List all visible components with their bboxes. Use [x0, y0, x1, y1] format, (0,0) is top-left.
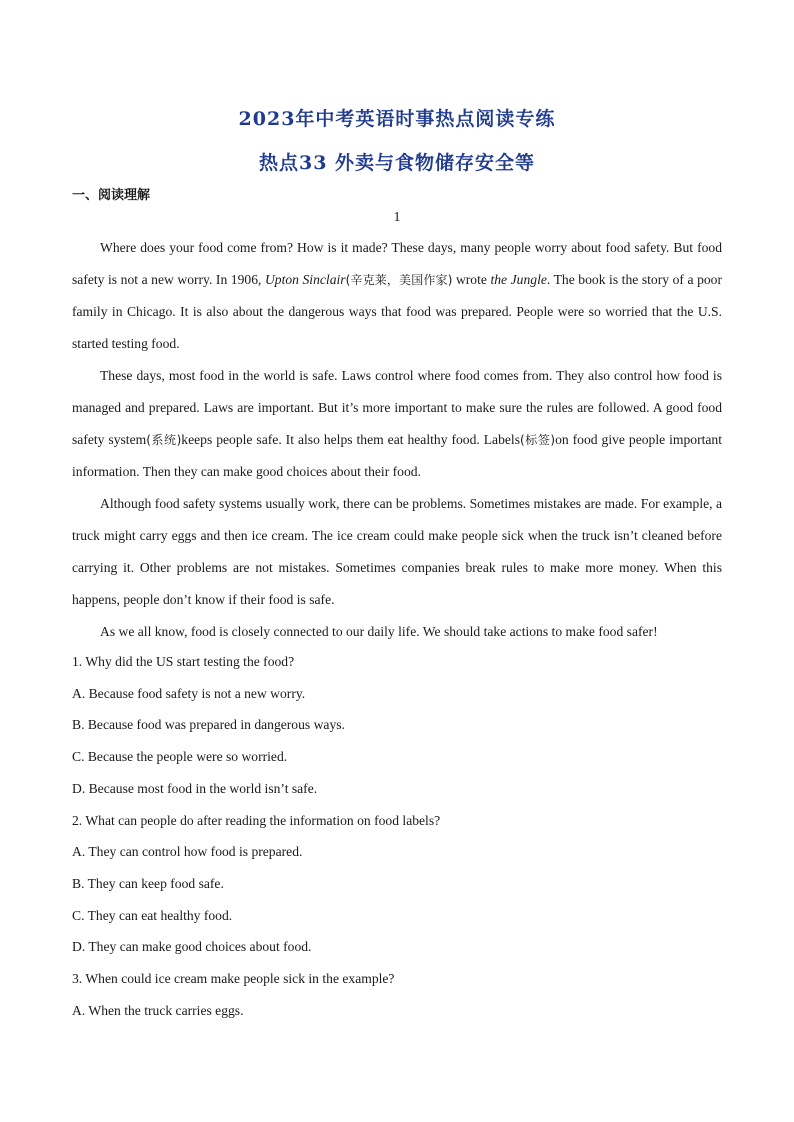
question-stem: 2. What can people do after reading the information on food labels? [72, 812, 441, 828]
question-list [72, 646, 722, 1026]
paragraph-text: Where does your food come from? How is it made? These days, many people worry about food safety. But food safety is not a new worry. In 1906, [72, 240, 722, 287]
answer-option: A. They can control how food is prepared. [72, 844, 303, 860]
passage-paragraph-4: As we all know, food is closely connected to our daily life. We should take actions to make food safer! [100, 624, 658, 639]
passage-paragraph-2 [72, 360, 722, 488]
document-title: 2023年中考英语时事热点阅读专练 [238, 108, 556, 130]
question-stem: 1. Why did the US start testing the food? [72, 654, 295, 669]
passage-paragraph-1 [72, 232, 722, 360]
answer-option: A. When the truck carries eggs. [72, 1002, 244, 1018]
author-name: Upton Sinclair [264, 272, 346, 287]
question-stem: 3. When could ice cream make people sick in the example? [72, 971, 395, 987]
section-heading: 一、阅读理解 [72, 188, 151, 203]
answer-option: D. They can make good choices about food. [72, 939, 312, 955]
vocab-note: (标签) [519, 433, 556, 447]
answer-option: C. They can eat healthy food. [72, 907, 233, 923]
answer-option: D. Because most food in the world isn’t safe. [72, 780, 318, 796]
book-title: the Jungle [490, 272, 547, 287]
answer-option: B. Because food was prepared in dangerous ways. [72, 717, 345, 733]
paragraph-text: on food give people important information. Then they can make good choices about their food. [72, 432, 722, 479]
author-note: (辛克莱，美国作家) [345, 273, 453, 287]
passage-body [72, 232, 722, 648]
paragraph-text: . The book is the story of a poor family in Chicago. It is also about the dangerous ways that food was prepared. People were so worried that the U.S. started testing food. [72, 272, 722, 351]
passage-paragraph-3: Although food safety systems usually work, there can be problems. Sometimes mistakes are made. For example, a truck might carry eggs and then ice cream. The ice cream could make people sick when the truck isn’t cleaned before carrying it. Other problems are not mistakes. Sometimes companies break rules to make more money. When this happens, people don’t know if their food is safe. [72, 496, 722, 607]
answer-option: A. Because food safety is not a new worry. [72, 685, 306, 701]
answer-option: C. Because the people were so worried. [72, 749, 288, 765]
vocab-note: (系统) [146, 433, 182, 447]
passage-number: 1 [393, 210, 401, 225]
paragraph-text: These days, most food in the world is safe. Laws control where food comes from. They also control how food is managed and prepared. Laws are important. But it’s more important to make sure the rules are followed. A good food safety system [72, 368, 722, 447]
paragraph-text: wrote [452, 272, 491, 287]
paragraph-text: keeps people safe. It also helps them eat healthy food. Labels [181, 432, 520, 447]
answer-option: B. They can keep food safe. [72, 875, 224, 891]
document-subtitle: 热点33 外卖与食物储存安全等 [258, 152, 536, 174]
